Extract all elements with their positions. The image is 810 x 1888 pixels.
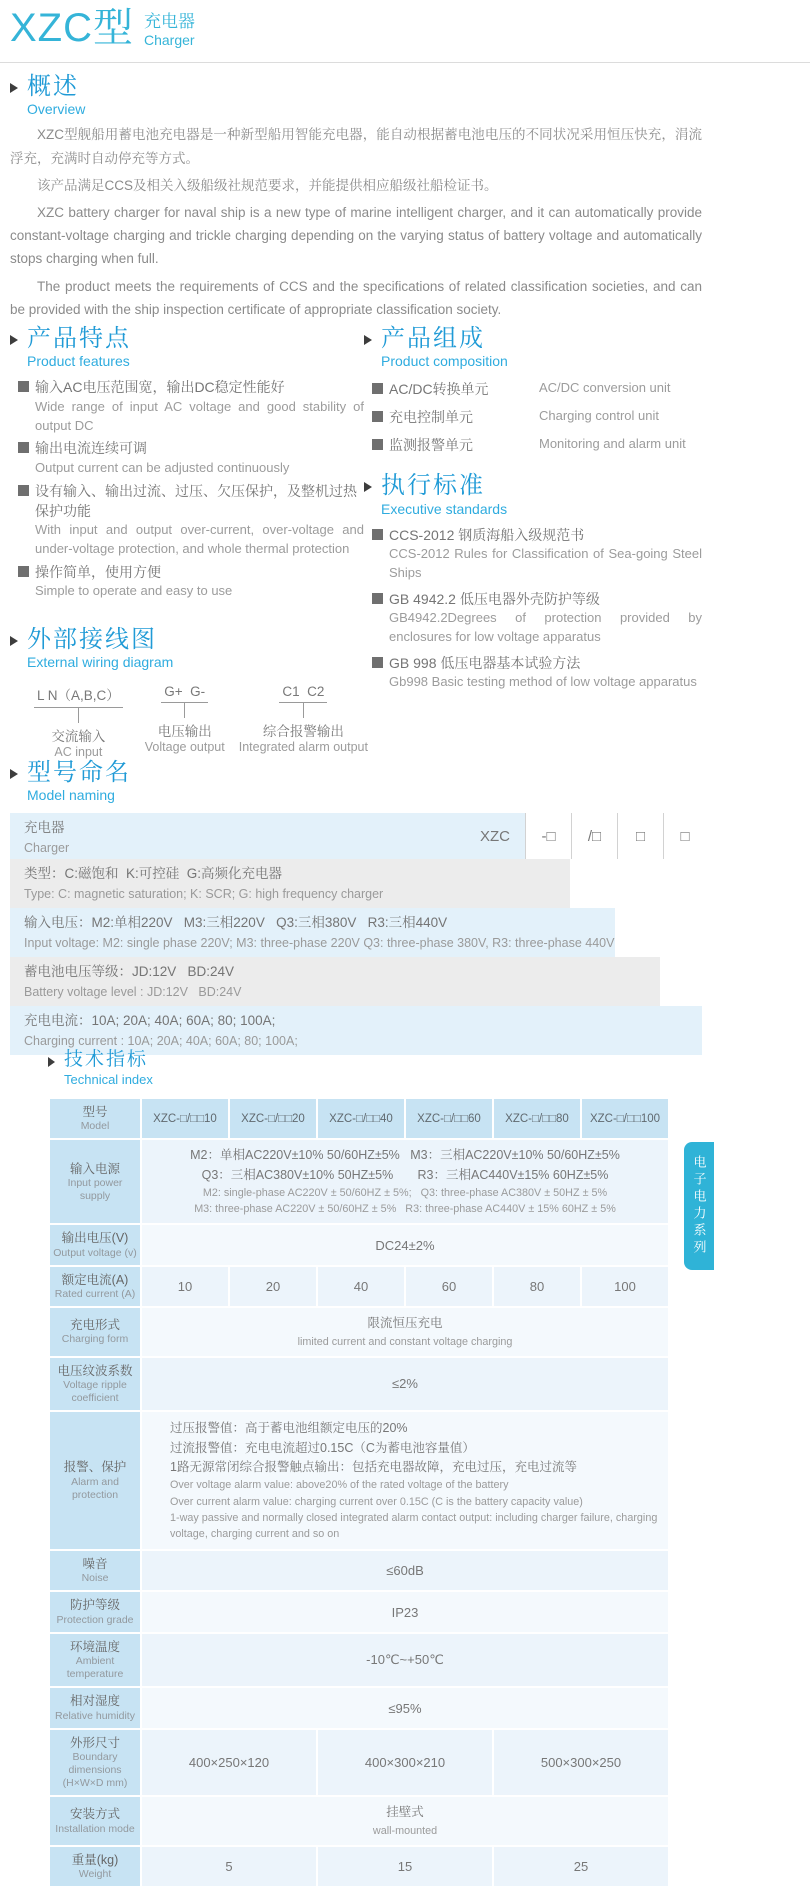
row-value: 60: [406, 1267, 492, 1306]
connector-line: [184, 703, 185, 718]
feature-zh: 输入AC电压范围宽，输出DC稳定性能好: [35, 379, 285, 396]
wiring-title-en: External wiring diagram: [27, 654, 174, 671]
row-label: 噪音 Noise: [50, 1551, 140, 1590]
tech-row-rated-current: [50, 1267, 668, 1306]
naming-row-zh: 类型：C:磁饱和 K:可控硅 G:高频化充电器: [24, 866, 283, 882]
terminal-desc-en: AC input: [54, 745, 103, 760]
composition-item: [372, 435, 702, 455]
standard-item: [372, 589, 702, 647]
square-bullet-icon: [372, 657, 383, 668]
features-title-en: Product features: [27, 353, 130, 370]
overview-paragraph: XZC型舰船用蓄电池充电器是一种新型船用智能充电器，能自动根据蓄电池电压的不同状况采用恒压快充，涓流浮充，充满时自动停充等方式。: [10, 127, 702, 166]
row-label: 电压纹波系数 Voltage ripple coefficient: [50, 1358, 140, 1411]
row-label: 输出电压(V) Output voltage (v): [50, 1225, 140, 1264]
row-value: 15: [318, 1847, 492, 1886]
tech-row-installation: [50, 1797, 668, 1845]
tech-row-alarm: [50, 1412, 668, 1549]
naming-row-zh: 输入电压：M2:单相220V M3:三相220V Q3:三相380V R3:三相440V: [24, 915, 448, 931]
row-value: -10℃~+50℃: [142, 1634, 668, 1687]
terminal-labels: C1 C2: [279, 684, 327, 703]
standard-zh: GB 998 低压电器基本试验方法: [389, 654, 581, 671]
connector-line: [303, 703, 304, 718]
feature-item: [18, 438, 364, 477]
features-list: [10, 377, 364, 601]
row-value: 40: [318, 1267, 404, 1306]
tech-row-ambient: [50, 1634, 668, 1687]
row-label: 安装方式 Installation mode: [50, 1797, 140, 1845]
standard-en: Gb998 Basic testing method of low voltage apparatus: [389, 674, 697, 690]
composition-title: [364, 326, 702, 369]
series-side-tab: 电子电力系列: [684, 1142, 714, 1270]
square-bullet-icon: [18, 381, 29, 392]
naming-row-zh: 蓄电池电压等级：JD:12V BD:24V: [24, 964, 235, 980]
composition-en: AC/DC conversion unit: [539, 380, 671, 396]
section-technical-index: [48, 1050, 708, 1888]
connector-line: [78, 708, 79, 723]
row-label: 额定电流(A) Rated current (A): [50, 1267, 140, 1306]
row-value: 400×250×120: [142, 1730, 316, 1796]
left-column: [10, 325, 368, 760]
standards-title-en: Executive standards: [381, 500, 508, 517]
header-divider: [0, 62, 810, 63]
square-bullet-icon: [18, 485, 29, 496]
tech-row-noise: [50, 1551, 668, 1590]
naming-row-en: Input voltage: M2: single phase 220V; M3: three-phase 220V Q3: three-phase 380V, R3: three-phase 440V: [24, 935, 615, 950]
standards-list: [364, 525, 702, 692]
composition-en: Charging control unit: [539, 408, 659, 424]
feature-zh: 设有输入、输出过流、过压、欠压保护，及整机过热保护功能: [35, 482, 357, 519]
feature-zh: 输出电流连续可调: [35, 440, 147, 457]
two-column-area: [10, 326, 702, 759]
section-marker-icon: [364, 482, 372, 492]
feature-item: [18, 481, 364, 559]
naming-row: [10, 813, 525, 859]
tech-row-charging-form: [50, 1308, 668, 1356]
row-value: 10: [142, 1267, 228, 1306]
naming-row: [10, 859, 570, 908]
code-prefix: XZC: [480, 827, 510, 845]
terminal-desc-zh: 交流输入: [51, 729, 106, 745]
product-title-zh: 充电器: [144, 12, 195, 32]
composition-zh: 充电控制单元: [389, 409, 473, 426]
tech-model-cell: XZC-□/□□10: [142, 1099, 228, 1138]
standard-zh: GB 4942.2 低压电器外壳防护等级: [389, 590, 600, 607]
terminal-group-voltage: [145, 684, 225, 759]
wiring-diagram: [34, 684, 368, 760]
row-value: ≤60dB: [142, 1551, 668, 1590]
naming-title: [10, 760, 702, 803]
model-title: XZC型: [10, 6, 134, 50]
naming-row: [10, 908, 615, 957]
code-slot: □: [663, 813, 706, 859]
standard-en: CCS-2012 Rules for Classification of Sea-going Steel Ships: [389, 546, 702, 580]
page-header: [10, 8, 195, 48]
terminal-desc-en: Voltage output: [144, 740, 225, 755]
tech-row-input-power: [50, 1140, 668, 1223]
row-value: 80: [494, 1267, 580, 1306]
tech-table: [48, 1097, 670, 1888]
terminal-desc-en: Integrated alarm output: [238, 740, 368, 755]
feature-item: [18, 377, 364, 435]
tech-model-cell: XZC-□/□□80: [494, 1099, 580, 1138]
row-value: ≤2%: [142, 1358, 668, 1411]
section-model-naming: [10, 760, 702, 1055]
naming-title-en: Model naming: [27, 787, 115, 804]
section-marker-icon: [10, 83, 18, 93]
square-bullet-icon: [372, 529, 383, 540]
product-title: [144, 13, 195, 48]
naming-row-zh: 充电电流：10A; 20A; 40A; 60A; 80; 100A;: [24, 1013, 276, 1029]
row-value: 过压报警值：高于蓄电池组额定电压的20% 过流报警值：充电电流超过0.15C（C为蓄电池容量值） 1路无源常闭综合报警触点输出：包括充电器故障，充电过压，充电过流等 Over voltage alarm value: above20% of the rated voltage of the battery Over current alarm value: charging current over 0.15C (C is the battery capacity value) 1-way passive and normally closed integrated alarm contact output: including charger failure, charging voltage, charging current and so on: [142, 1412, 668, 1549]
square-bullet-icon: [18, 442, 29, 453]
tech-title-zh: 技术指标: [64, 1049, 149, 1070]
row-value: IP23: [142, 1592, 668, 1631]
composition-en: Monitoring and alarm unit: [539, 436, 686, 452]
terminal-desc-zh: 电压输出: [157, 724, 212, 740]
composition-item: [372, 379, 702, 399]
terminal-group-ac: [34, 684, 123, 759]
row-value: 挂壁式 wall-mounted: [142, 1797, 668, 1845]
section-marker-icon: [10, 636, 18, 646]
square-bullet-icon: [372, 593, 383, 604]
row-value: M2：单相AC220V±10% 50/60HZ±5% M3：三相AC220V±10% 50/60HZ±5% Q3：三相AC380V±10% 50HZ±5% R3：三相AC440V±15% 60HZ±5% M2: single-phase AC220V ± 50/60HZ ± 5%; Q3: three-phase AC380V ± 50HZ ± 5% M3: three-phase AC220V ± 50/60HZ ± 5% R3: three-phase AC440V ± 15% 60HZ ± 5%: [142, 1140, 668, 1223]
row-label: 充电形式 Charging form: [50, 1308, 140, 1356]
composition-list: [364, 379, 702, 455]
row-label: 防护等级 Protection grade: [50, 1592, 140, 1631]
naming-row-zh: 充电器: [24, 820, 65, 836]
naming-table: [10, 813, 702, 1055]
product-title-en: Charger: [144, 31, 195, 48]
terminal-labels: L N（A,B,C）: [34, 684, 123, 708]
overview-title: [10, 74, 702, 117]
overview-title-en: Overview: [27, 101, 86, 118]
tech-model-cell: XZC-□/□□20: [230, 1099, 316, 1138]
features-title-zh: 产品特点: [27, 325, 131, 352]
standard-zh: CCS-2012 钢质海船入级规范书: [389, 526, 585, 543]
feature-en: With input and output over-current, over-voltage and under-voltage protection, and whole thermal protection: [35, 522, 364, 556]
naming-row-en: Charging current : 10A; 20A; 40A; 60A; 80; 100A;: [24, 1033, 298, 1048]
composition-item: [372, 407, 702, 427]
standard-item: [372, 525, 702, 583]
section-wiring-diagram: [10, 625, 368, 760]
wiring-title-zh: 外部接线图: [27, 625, 157, 653]
standards-title-zh: 执行标准: [381, 472, 485, 500]
tech-row-humidity: [50, 1688, 668, 1727]
tech-header-row: [50, 1099, 668, 1138]
tech-title: [48, 1050, 708, 1087]
features-title: [10, 326, 364, 369]
row-value: 500×300×250: [494, 1730, 668, 1796]
tech-row-output-voltage: [50, 1225, 668, 1264]
standards-title: [364, 473, 702, 516]
tech-title-en: Technical index: [64, 1071, 153, 1087]
naming-row-en: Type: C: magnetic saturation; K: SCR; G: high frequency charger: [24, 886, 384, 901]
square-bullet-icon: [372, 439, 383, 450]
tech-row-protection: [50, 1592, 668, 1631]
tech-header-label: 型号 Model: [50, 1099, 140, 1138]
overview-paragraph: 该产品满足CCS及相关入级船级社规范要求，并能提供相应船级社船检证书。: [37, 177, 498, 193]
naming-row-en: Battery voltage level : JD:12V BD:24V: [24, 984, 242, 999]
row-value: 100: [582, 1267, 668, 1306]
composition-title-zh: 产品组成: [381, 325, 485, 352]
square-bullet-icon: [18, 566, 29, 577]
terminal-desc-zh: 综合报警输出: [262, 724, 344, 740]
tech-row-ripple: [50, 1358, 668, 1411]
row-label: 环境温度 Ambient temperature: [50, 1634, 140, 1687]
composition-title-en: Product composition: [381, 353, 508, 370]
section-marker-icon: [48, 1057, 55, 1067]
row-value: 限流恒压充电 limited current and constant voltage charging: [142, 1308, 668, 1356]
tech-model-cell: XZC-□/□□40: [318, 1099, 404, 1138]
tech-model-cell: XZC-□/□□100: [582, 1099, 668, 1138]
feature-zh: 操作简单，使用方便: [35, 563, 161, 580]
row-value: 25: [494, 1847, 668, 1886]
row-label: 外形尺寸 Boundary dimensions (H×W×D mm): [50, 1730, 140, 1796]
feature-en: Simple to operate and easy to use: [35, 583, 233, 599]
row-label: 重量(kg) Weight: [50, 1847, 140, 1886]
section-overview: [10, 74, 702, 325]
section-marker-icon: [10, 769, 18, 779]
overview-paragraph: XZC battery charger for naval ship is a new type of marine intelligent charger, and it can automatically provide constant-voltage charging and trickle charging depending on the varying status of battery voltage and automatically stops charging when full.: [10, 205, 702, 267]
square-bullet-icon: [372, 383, 383, 394]
model-code-strip: [465, 813, 706, 859]
wiring-title: [10, 627, 364, 670]
terminal-group-alarm: [239, 684, 368, 759]
row-label: 报警、保护 Alarm and protection: [50, 1412, 140, 1549]
code-slot: /□: [571, 813, 617, 859]
code-slot: □: [617, 813, 663, 859]
feature-item: [18, 562, 364, 601]
naming-row: [10, 957, 660, 1006]
row-value: 5: [142, 1847, 316, 1886]
overview-title-zh: 概述: [27, 73, 79, 100]
right-column: [364, 326, 702, 759]
row-value: DC24±2%: [142, 1225, 668, 1264]
overview-paragraph: The product meets the requirements of CCS and the specifications of related classification societies, and can be provided with the ship inspection certificate of appropriate classification society.: [10, 278, 702, 317]
standard-en: GB4942.2Degrees of protection provided by enclosures for low voltage apparatus: [389, 610, 702, 644]
code-slot: -□: [525, 813, 571, 859]
composition-zh: 监测报警单元: [389, 437, 473, 454]
square-bullet-icon: [372, 411, 383, 422]
composition-zh: AC/DC转换单元: [389, 381, 489, 398]
section-marker-icon: [364, 335, 372, 345]
row-value: ≤95%: [142, 1688, 668, 1727]
tech-row-dimensions: [50, 1730, 668, 1796]
row-value: 400×300×210: [318, 1730, 492, 1796]
naming-row-en: Charger: [24, 840, 70, 855]
row-value: 20: [230, 1267, 316, 1306]
tech-model-cell: XZC-□/□□60: [406, 1099, 492, 1138]
tech-row-weight: [50, 1847, 668, 1886]
standard-item: [372, 653, 702, 692]
feature-en: Output current can be adjusted continuously: [35, 459, 290, 475]
section-marker-icon: [10, 335, 18, 345]
row-label: 输入电源 Input power supply: [50, 1140, 140, 1223]
row-label: 相对湿度 Relative humidity: [50, 1688, 140, 1727]
terminal-labels: G+ G-: [161, 684, 208, 703]
naming-title-zh: 型号命名: [27, 759, 131, 786]
feature-en: Wide range of input AC voltage and good stability of output DC: [35, 398, 364, 433]
